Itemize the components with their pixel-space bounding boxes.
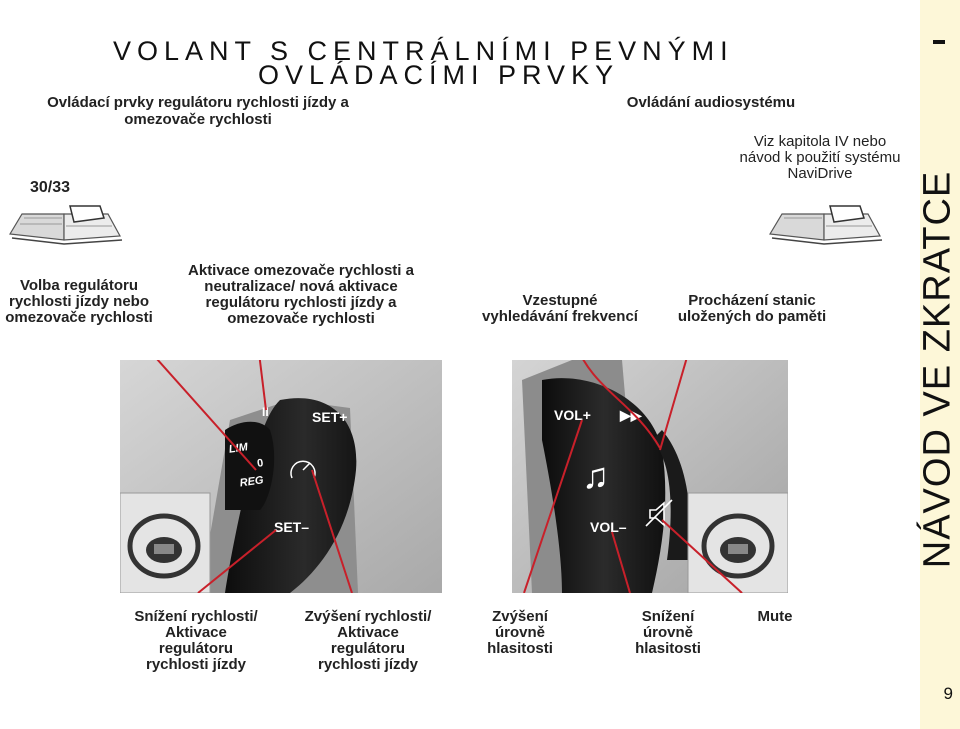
page-number: 9 <box>943 684 953 703</box>
steering-wheel-inset <box>688 493 788 593</box>
label-decrease: Snížení rychlosti/ Aktivace regulátoru rychlosti jízdy <box>134 608 258 673</box>
audio-section-heading: Ovládání audiosystému <box>626 94 796 111</box>
label-vol-up: Zvýšení úrovně hlasitosti <box>487 608 553 657</box>
label-increase: Zvýšení rychlosti/ Aktivace regulátoru rychlosti jízdy <box>304 608 432 673</box>
pause-marking: II <box>262 405 269 419</box>
vol-minus-marking: VOL– <box>590 519 627 535</box>
page-title-line1: VOLANT S CENTRÁLNÍMI PEVNÝMI <box>113 36 734 66</box>
label-seek-down: Vzestupné vyhledávání frekvencí <box>482 292 638 325</box>
page-reference: 30/33 <box>30 179 71 196</box>
reg-marking: REG <box>238 474 265 490</box>
set-minus-marking: SET– <box>274 519 310 535</box>
next-marking: ▶▶ <box>620 407 642 423</box>
label-mute: Mute <box>757 608 793 625</box>
zero-marking: 0 <box>256 457 265 470</box>
sidebar-dash <box>933 40 945 44</box>
book-icon <box>764 196 886 248</box>
label-vol-down: Snížení úrovně hlasitosti <box>635 608 701 657</box>
vol-plus-marking: VOL+ <box>554 407 591 423</box>
book-icon <box>4 196 126 248</box>
set-plus-marking: SET+ <box>312 409 348 425</box>
label-activation: Aktivace omezovače rychlosti a neutralizace/ nová aktivace regulátoru rychlosti jízdy a omezovače rychlosti <box>188 262 414 327</box>
label-selection: Volba regulátoru rychlosti jízdy nebo omezovače rychlosti <box>5 277 153 326</box>
audio-stalk-photo <box>512 360 788 593</box>
navidrive-note: Viz kapitola IV nebo návod k použití systému NaviDrive <box>739 133 901 182</box>
page-title-line2: OVLÁDACÍMI PRVKY <box>258 60 620 90</box>
sidebar-title: NÁVOD VE ZKRATCE <box>916 170 959 569</box>
music-note-icon: ♫ <box>582 455 609 496</box>
steering-wheel-inset <box>120 493 210 593</box>
cruise-section-heading: Ovládací prvky regulátoru rychlosti jízdy a omezovače rychlosti <box>47 94 349 128</box>
lim-marking: LIM <box>228 441 249 456</box>
cruise-stalk-photo <box>120 360 442 593</box>
sidebar <box>916 0 960 729</box>
label-browse: Procházení stanic uložených do paměti <box>677 292 827 325</box>
